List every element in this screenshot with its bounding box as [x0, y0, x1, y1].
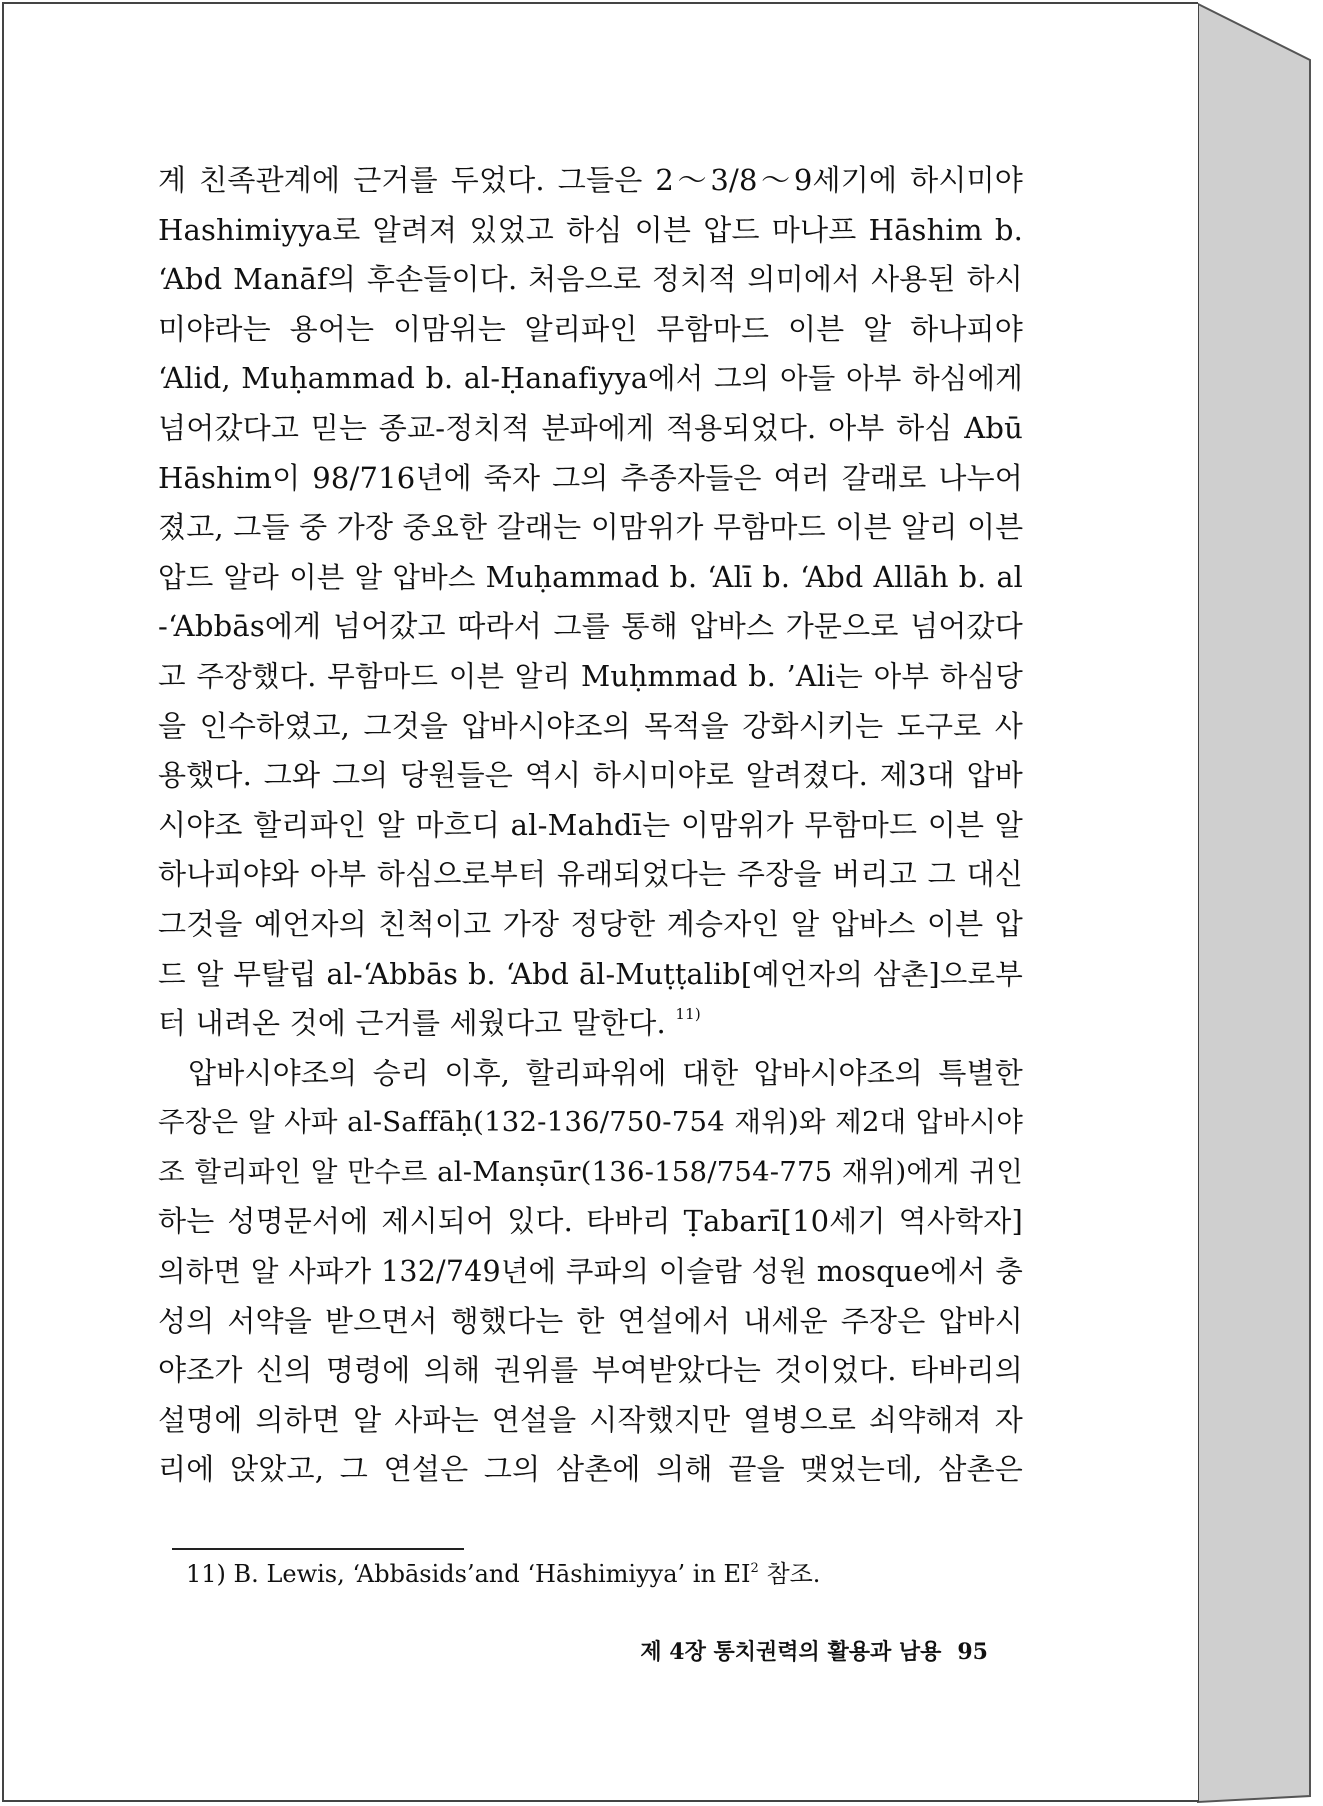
body-line	[158, 454, 1023, 504]
body-line-text: 의하면 알 사파가 132/749년에 쿠파의 이슬람 성원 mosque에서 충	[158, 1255, 1023, 1289]
body-line	[158, 801, 1023, 851]
body-text	[158, 156, 1023, 1495]
footnote-text: B. Lewis, ‘Abbāsids’and ‘Hāshimiyya’ in EI	[233, 1560, 751, 1588]
body-line-text: 압드 알라 이븐 알 압바스 Muḥammad b. ‘Alī b. ‘Abd Allāh b. al	[158, 560, 1023, 594]
body-line	[158, 1197, 1023, 1247]
footnote-text-end: 참조.	[758, 1560, 821, 1588]
body-line-text: 계 친족관계에 근거를 두었다. 그들은 2～3/8～9세기에 하시미야	[158, 163, 1023, 197]
body-line-text: 그것을 예언자의 친척이고 가장 정당한 계승자인 알 압바스 이븐 압	[158, 906, 1023, 941]
body-line	[158, 850, 1023, 900]
body-line-text: 야조가 신의 명령에 의해 권위를 부여받았다는 것이었다. 타바리의	[158, 1353, 1023, 1388]
body-line-text: 설명에 의하면 알 사파는 연설을 시작했지만 열병으로 쇠약해져 자	[158, 1402, 1023, 1437]
body-line-text: 압바시야조의 승리 이후, 할리파위에 대한 압바시야조의 특별한	[188, 1055, 1023, 1090]
body-line	[158, 354, 1023, 404]
body-line	[158, 305, 1023, 355]
body-line	[158, 999, 1023, 1049]
body-line	[158, 751, 1023, 801]
body-line-text: ‘Abd Manāf의 후손들이다. 처음으로 정치적 의미에서 사용된 하시	[158, 262, 1023, 297]
body-line-text: 하는 성명문서에 제시되어 있다. 타바리 Ṭabarī[10세기 역사학자]	[158, 1204, 1023, 1239]
footnote-divider	[172, 1548, 464, 1550]
body-line	[158, 206, 1023, 256]
body-line	[158, 950, 1023, 1000]
body-line	[158, 702, 1023, 752]
body-line-text: 성의 서약을 받으면서 행했다는 한 연설에서 내세운 주장은 압바시	[158, 1303, 1023, 1338]
body-line-text: 용했다. 그와 그의 당원들은 역시 하시미야로 알려졌다. 제3대 압바	[158, 758, 1023, 793]
body-line	[158, 404, 1023, 454]
body-line	[158, 156, 1023, 206]
body-line-text: 리에 앉았고, 그 연설은 그의 삼촌에 의해 끝을 맺었는데, 삼촌은	[158, 1452, 1023, 1487]
body-line-text: -‘Abbās에게 넘어갔고 따라서 그를 통해 압바스 가문으로 넘어갔다	[158, 609, 1023, 644]
body-line-text: 주장은 알 사파 al-Saffāḥ(132-136/750-754 재위)와 제2대 압바시야	[158, 1106, 1023, 1139]
body-line	[158, 503, 1023, 553]
body-line	[158, 1445, 1023, 1495]
body-line-text: ‘Alid, Muḥammad b. al-Ḥanafiyya에서 그의 아들 아부 하심에게	[158, 362, 1023, 396]
body-line-text: 하나피야와 아부 하심으로부터 유래되었다는 주장을 버리고 그 대신	[158, 857, 1023, 892]
body-line	[158, 255, 1023, 305]
page-number: 95	[957, 1639, 988, 1665]
body-line	[158, 1297, 1023, 1347]
body-line	[158, 1247, 1023, 1297]
footnote-reference: 11)	[675, 1005, 701, 1024]
body-line-text: Hashimiyya로 알려져 있었고 하심 이븐 압드 마나프 Hāshim b.	[158, 212, 1023, 247]
body-line-text: 미야라는 용어는 이맘위는 알리파인 무함마드 이븐 알 하나피야	[158, 311, 1023, 346]
chapter-title: 제 4장 통치권력의 활용과 남용	[640, 1639, 942, 1665]
body-line-text: 터 내려온 것에 근거를 세웠다고 말한다.	[158, 1006, 666, 1041]
body-line	[158, 553, 1023, 603]
body-line-text: 을 인수하였고, 그것을 압바시야조의 목적을 강화시키는 도구로 사	[158, 708, 1023, 743]
body-line	[158, 1346, 1023, 1396]
body-line	[158, 602, 1023, 652]
body-line	[158, 1148, 1023, 1198]
body-line	[158, 900, 1023, 950]
footnote-superscript: 2	[750, 1561, 759, 1576]
body-line	[158, 1396, 1023, 1446]
body-line-text: 넘어갔다고 믿는 종교-정치적 분파에게 적용되었다. 아부 하심 Abū	[158, 410, 1023, 445]
body-line-text: 고 주장했다. 무함마드 이븐 알리 Muḥmmad b. ’Ali는 아부 하심당	[158, 659, 1023, 693]
body-line	[158, 1049, 1023, 1099]
body-line-text: Hāshim이 98/716년에 죽자 그의 추종자들은 여러 갈래로 나누어	[158, 460, 1023, 495]
body-line-text: 졌고, 그들 중 가장 중요한 갈래는 이맘위가 무함마드 이븐 알리 이븐	[158, 510, 1024, 545]
body-line-text: 조 할리파인 알 만수르 al-Manṣūr(136-158/754-775 재위)에게 귀인	[158, 1155, 1023, 1188]
footnote-number: 11)	[186, 1560, 226, 1588]
body-line-text: 드 알 무탈립 al-‘Abbās b. ‘Abd āl-Muṭṭalib[예언자의 삼촌]으로부	[158, 957, 1023, 991]
body-line	[158, 1098, 1023, 1148]
body-line	[158, 652, 1023, 702]
running-footer	[598, 1636, 988, 1668]
body-line-text: 시야조 할리파인 알 마흐디 al-Mahdī는 이맘위가 무함마드 이븐 알	[158, 807, 1023, 842]
footnote	[186, 1558, 820, 1590]
